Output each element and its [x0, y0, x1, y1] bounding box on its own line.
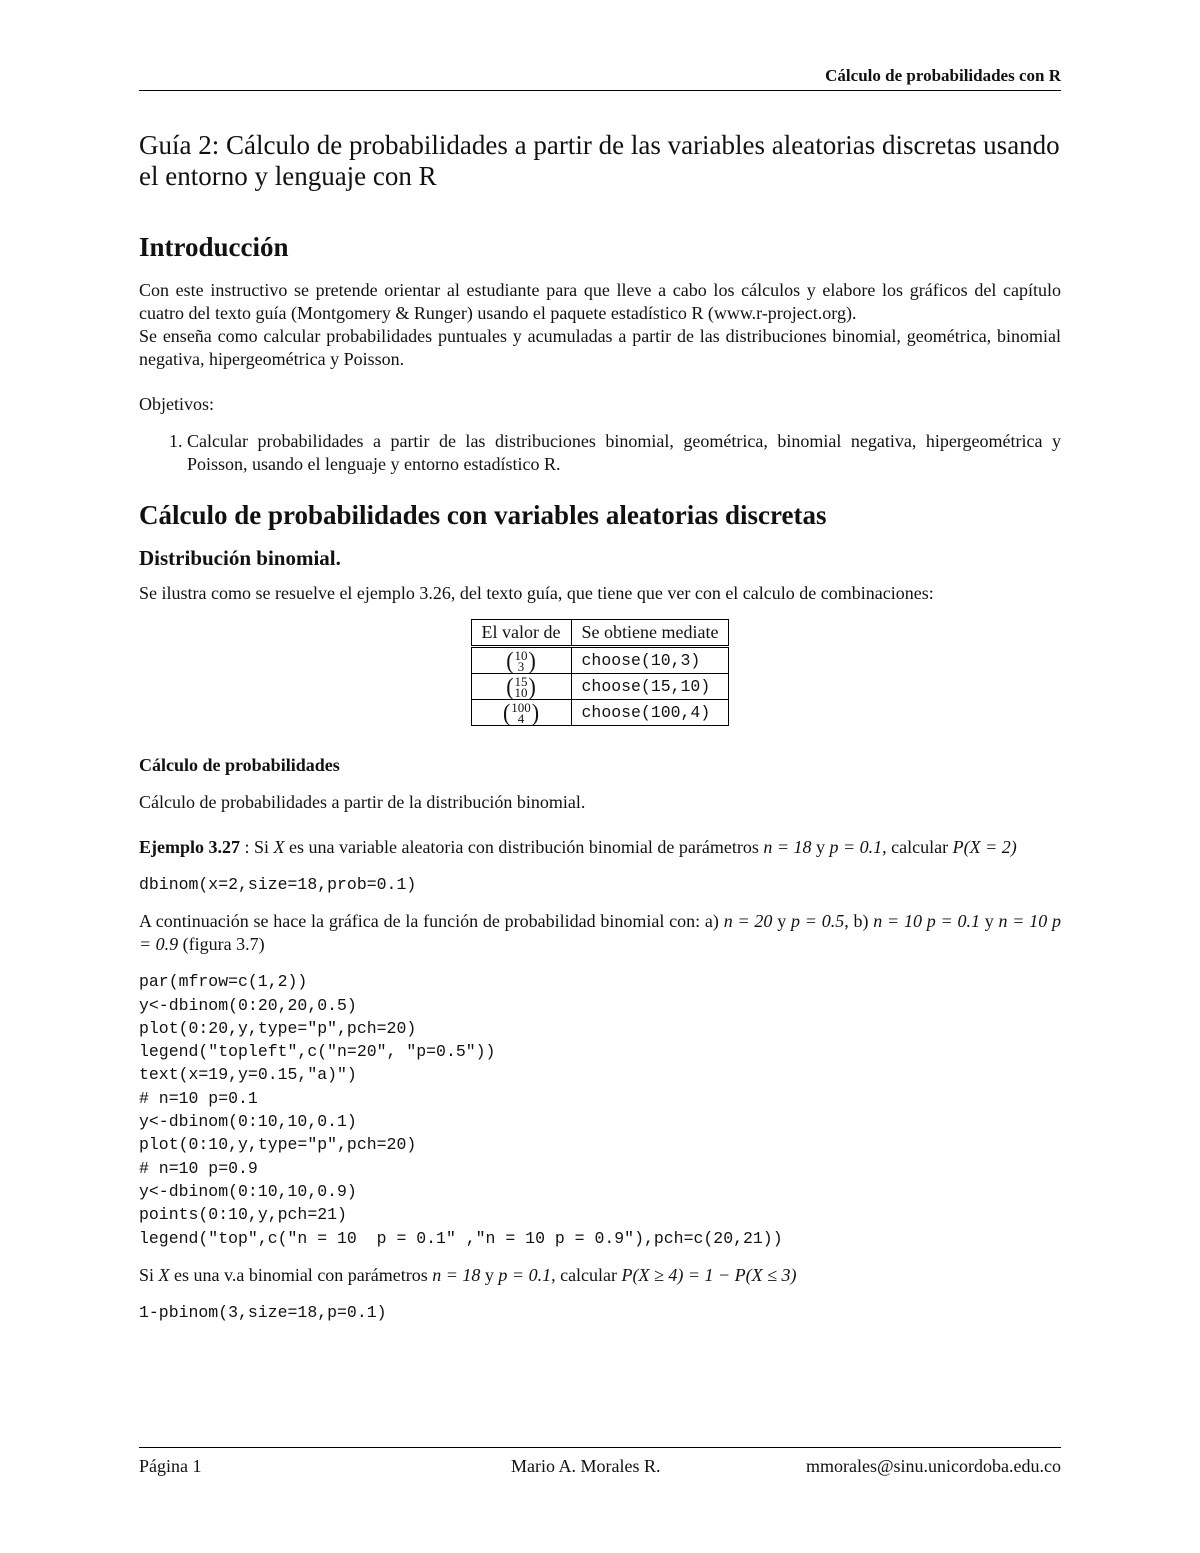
footer-author: Mario A. Morales R. [511, 1456, 661, 1476]
section-heading: Cálculo de probabilidades con variables aleatorias discretas [139, 500, 827, 530]
intro-paragraph-2: Se enseña como calcular probabilidades puntuales y acumuladas a partir de las distribuciones binomial, geométrica, binomial negativa, hipergeométrica y Poisson. [139, 326, 1061, 369]
table-row [471, 647, 729, 674]
text-run: y [979, 911, 999, 932]
subsubsection-heading: Cálculo de probabilidades [139, 755, 340, 775]
binom-n: 100 [511, 699, 531, 715]
text-run: , b) [844, 911, 874, 932]
example-paragraph [139, 836, 1061, 859]
math-run: n = 18 [763, 837, 812, 857]
objective-item: 1. Calcular probabilidades a partir de las distribuciones binomial, geométrica, binomial negativa, hipergeométrica y Poisson, usando el lenguaje y entorno estadístico R. [187, 430, 1061, 476]
table-row [471, 674, 729, 700]
binomial-intro-paragraph: Cálculo de probabilidades a partir de la distribución binomial. [139, 792, 586, 812]
table-header-cell: Se obtiene mediate [571, 620, 729, 647]
text-run: , calcular [551, 1264, 622, 1285]
graph-paragraph [139, 910, 1061, 956]
math-run: X [273, 837, 285, 857]
subsection-heading: Distribución binomial. [139, 546, 341, 570]
math-run: X [158, 1264, 170, 1285]
text-run: , calcular [882, 837, 953, 857]
r-code-cell: choose(10,3) [571, 647, 729, 674]
example-label: Ejemplo 3.27 [139, 837, 240, 857]
document-title: Guía 2: Cálculo de probabilidades a partir de las variables aleatorias discretas usando el entorno y lenguaje con R [139, 130, 1060, 191]
math-run: p = 0.5 [790, 911, 845, 932]
math-run: p = 0.1 [829, 837, 883, 857]
cumulative-paragraph [139, 1264, 1061, 1287]
math-run: n = 10 p = 0.9 [139, 911, 1062, 955]
text-run: y [772, 911, 791, 932]
objectives-label: Objetivos: [139, 394, 214, 414]
r-code-cell: choose(100,4) [571, 700, 729, 726]
binom-k: 3 [517, 658, 525, 674]
spacer [139, 371, 1061, 393]
code-block: 1-pbinom(3,size=18,p=0.1) [139, 1302, 387, 1322]
table-header-cell: El valor de [471, 620, 571, 647]
binomial-coefficient: ( 15 10 ) [471, 674, 571, 700]
text-run: y [811, 837, 830, 857]
header-rule [139, 90, 1061, 91]
table-header-row [471, 620, 729, 647]
binomial-coefficient: ( 100 4 ) [471, 700, 571, 726]
binom-k: 4 [517, 710, 525, 726]
binom-n: 15 [514, 673, 528, 689]
text-run: (figura 3.7) [178, 934, 265, 955]
code-block: dbinom(x=2,size=18,prob=0.1) [139, 875, 417, 894]
running-header: Cálculo de probabilidades con R [825, 66, 1061, 85]
table-row [471, 700, 729, 726]
math-run: P(X ≥ 4) = 1 − P(X ≤ 3) [621, 1264, 797, 1285]
binom-k: 10 [514, 684, 528, 700]
r-code-cell: choose(15,10) [571, 674, 729, 700]
combinations-table [471, 619, 730, 726]
footer-rule [139, 1447, 1061, 1448]
page-number: Página 1 [139, 1456, 202, 1476]
binomial-coefficient: ( 10 3 ) [471, 647, 571, 674]
text-run: es una v.a binomial con parámetros [169, 1264, 433, 1285]
code-block: par(mfrow=c(1,2)) y<-dbinom(0:20,20,0.5) plot(0:20,y,type="p",pch=20) legend("topleft",c("n=20", "p=0.5")) text(x=19,y=0.15,"a)") # n=10 p=0.1 y<-dbinom(0:10,10,0.1) plot(0:10,y,type="p",pch=20) # n=10 p=0.9 y<-dbinom(0:10,10,0.9) points(0:10,y,pch=21) legend("top",c("n = 10 p = 0.1" ,"n = 10 p = 0.9"),pch=c(20,21)) [139, 972, 783, 1248]
footer-email: mmorales@sinu.unicordoba.edu.co [805, 1456, 1061, 1476]
intro-paragraph-1: Con este instructivo se pretende orientar al estudiante para que lleve a cabo los cálculos y elabore los gráficos del capítulo cuatro del texto guía (Montgomery & Runger) usando el paquete estadístico R (www.r-project.org). [139, 280, 1061, 323]
binom-n: 10 [514, 647, 528, 663]
text-run: y [480, 1264, 499, 1285]
math-run: p = 0.1 [498, 1264, 552, 1285]
math-run: n = 18 [432, 1264, 481, 1285]
spacer [139, 814, 1061, 836]
text-run: es una variable aleatoria con distribución binomial de parámetros [284, 837, 764, 857]
objectives-list [139, 430, 1061, 476]
text-run: A continuación se hace la gráfica de la función de probabilidad binomial con: a) [139, 911, 724, 932]
combinations-paragraph: Se ilustra como se resuelve el ejemplo 3.26, del texto guía, que tiene que ver con el calculo de combinaciones: [139, 583, 934, 603]
math-run: P(X = 2) [952, 837, 1017, 857]
intro-heading: Introducción [139, 232, 289, 262]
main-content [139, 130, 1061, 1324]
text-run: Si [139, 1264, 159, 1285]
text-run: : Si [240, 837, 274, 857]
math-run: n = 10 p = 0.1 [873, 911, 980, 932]
math-run: n = 20 [723, 911, 773, 932]
